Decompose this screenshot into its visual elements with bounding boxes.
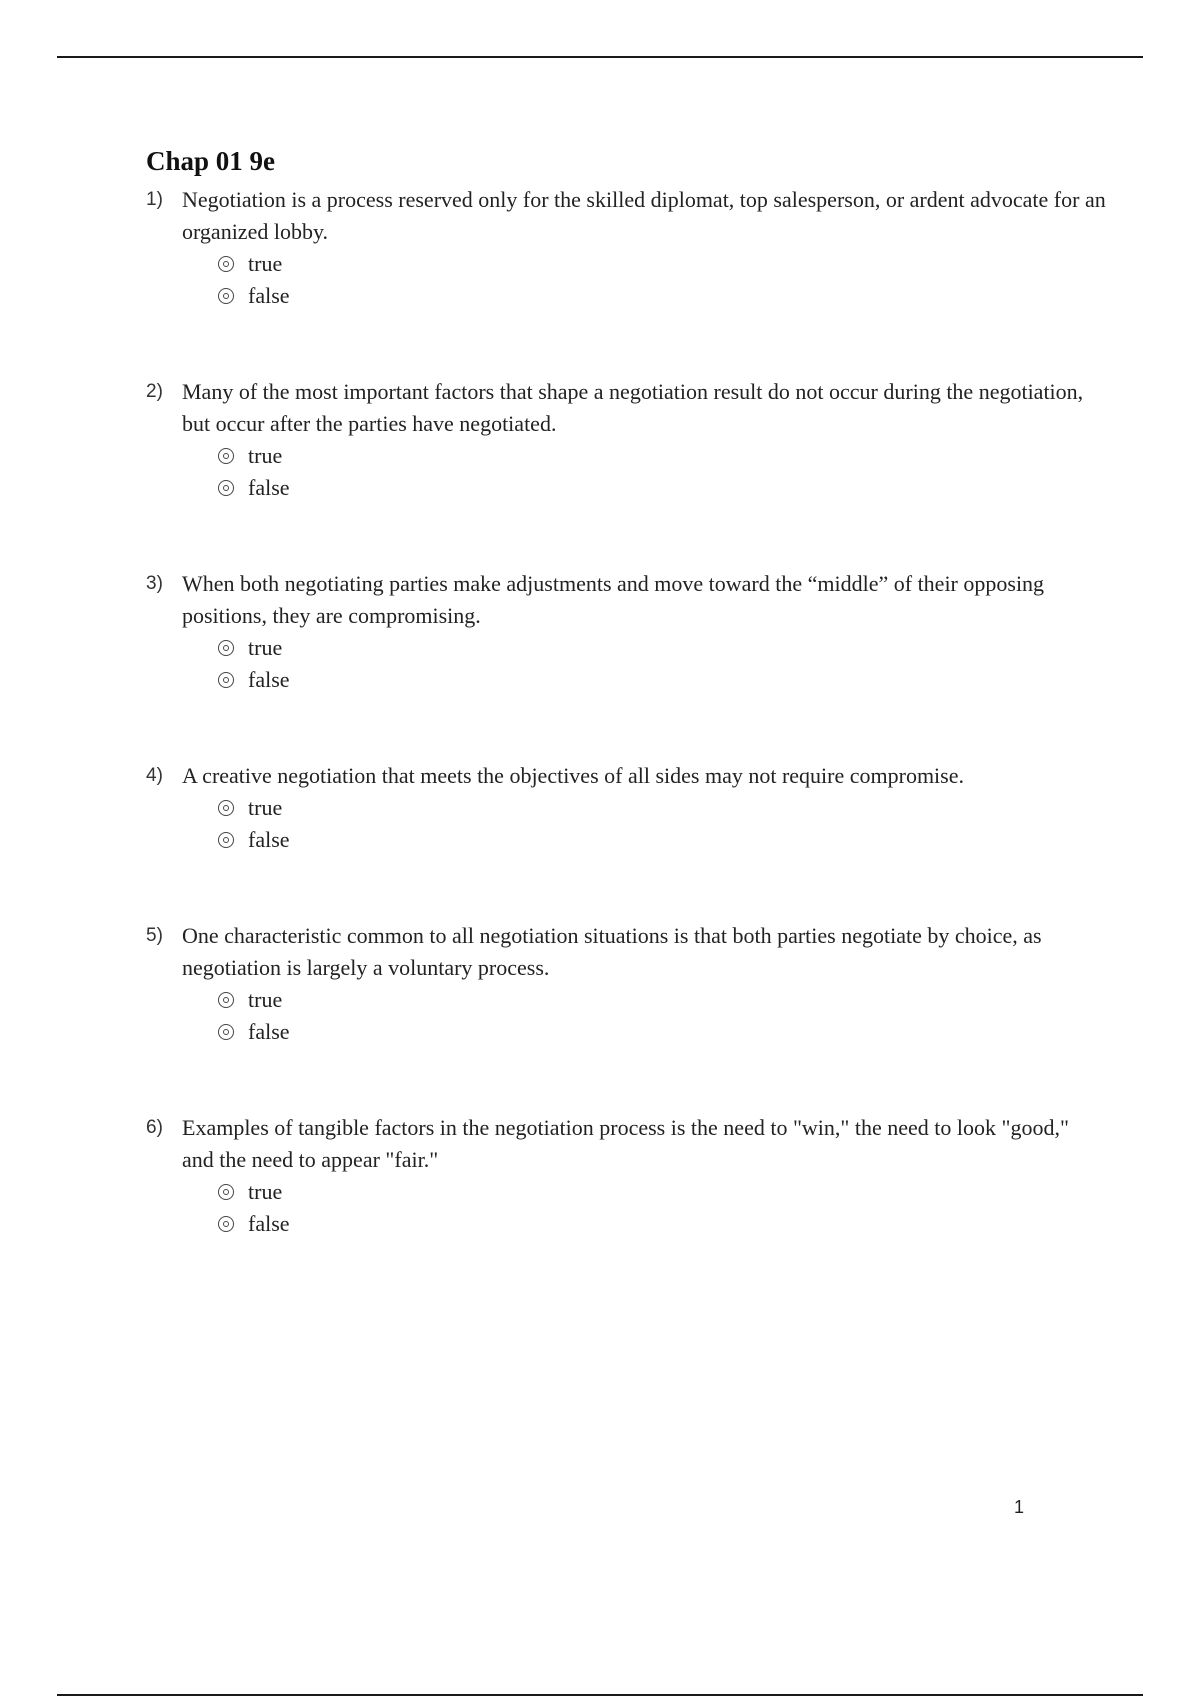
question-text: Examples of tangible factors in the negotiation process is the need to "win," the need to look "good," and the need to appear "fair." — [182, 1115, 1069, 1172]
option-label: true — [248, 795, 283, 820]
page-number: 1 — [1014, 1497, 1025, 1517]
answer-options — [218, 792, 1106, 856]
radio-button-icon[interactable] — [218, 448, 234, 464]
radio-button-icon[interactable] — [218, 480, 234, 496]
top-rule — [57, 56, 1143, 58]
radio-button-icon[interactable] — [218, 800, 234, 816]
question-2 — [146, 376, 1106, 504]
document-title: Chap 01 9e — [146, 146, 276, 176]
option-true[interactable] — [218, 984, 1106, 1016]
option-label: true — [248, 987, 283, 1012]
option-false[interactable] — [218, 280, 1106, 312]
option-label: true — [248, 1179, 283, 1204]
option-true[interactable] — [218, 440, 1106, 472]
question-text: When both negotiating parties make adjustments and move toward the “middle” of their opposing positions, they are compromising. — [182, 571, 1045, 628]
option-true[interactable] — [218, 248, 1106, 280]
question-number: 4) — [146, 765, 163, 786]
radio-button-icon[interactable] — [218, 288, 234, 304]
radio-button-icon[interactable] — [218, 672, 234, 688]
option-true[interactable] — [218, 792, 1106, 824]
question-text: Negotiation is a process reserved only for the skilled diplomat, top salesperson, or ardent advocate for an organized lobby. — [182, 187, 1106, 244]
option-false[interactable] — [218, 1208, 1106, 1240]
question-number: 6) — [146, 1117, 163, 1138]
bottom-rule — [57, 1694, 1143, 1696]
option-false[interactable] — [218, 664, 1106, 696]
answer-options — [218, 440, 1106, 504]
radio-button-icon[interactable] — [218, 992, 234, 1008]
answer-options — [218, 984, 1106, 1048]
question-4 — [146, 760, 1106, 856]
answer-options — [218, 1176, 1106, 1240]
question-number: 5) — [146, 925, 163, 946]
question-number: 1) — [146, 189, 163, 210]
radio-button-icon[interactable] — [218, 640, 234, 656]
radio-button-icon[interactable] — [218, 1024, 234, 1040]
answer-options — [218, 248, 1106, 312]
question-3 — [146, 568, 1106, 696]
option-label: true — [248, 251, 283, 276]
option-label: true — [248, 443, 283, 468]
radio-button-icon[interactable] — [218, 1216, 234, 1232]
question-5 — [146, 920, 1106, 1048]
question-6 — [146, 1112, 1106, 1240]
question-number: 2) — [146, 381, 163, 402]
question-text: One characteristic common to all negotiation situations is that both parties negotiate by choice, as negotiation is largely a voluntary process. — [182, 923, 1042, 980]
radio-button-icon[interactable] — [218, 256, 234, 272]
option-label: false — [248, 667, 290, 692]
answer-options — [218, 632, 1106, 696]
option-false[interactable] — [218, 824, 1106, 856]
option-label: false — [248, 827, 290, 852]
option-label: false — [248, 475, 290, 500]
option-label: false — [248, 1019, 290, 1044]
radio-button-icon[interactable] — [218, 1184, 234, 1200]
question-number: 3) — [146, 573, 163, 594]
question-text: Many of the most important factors that shape a negotiation result do not occur during the negotiation, but occur after the parties have negotiated. — [182, 379, 1084, 436]
question-1 — [146, 184, 1106, 312]
option-label: false — [248, 1211, 290, 1236]
question-text: A creative negotiation that meets the objectives of all sides may not require compromise. — [182, 763, 964, 788]
option-true[interactable] — [218, 632, 1106, 664]
option-true[interactable] — [218, 1176, 1106, 1208]
option-false[interactable] — [218, 472, 1106, 504]
option-false[interactable] — [218, 1016, 1106, 1048]
option-label: false — [248, 283, 290, 308]
option-label: true — [248, 635, 283, 660]
radio-button-icon[interactable] — [218, 832, 234, 848]
